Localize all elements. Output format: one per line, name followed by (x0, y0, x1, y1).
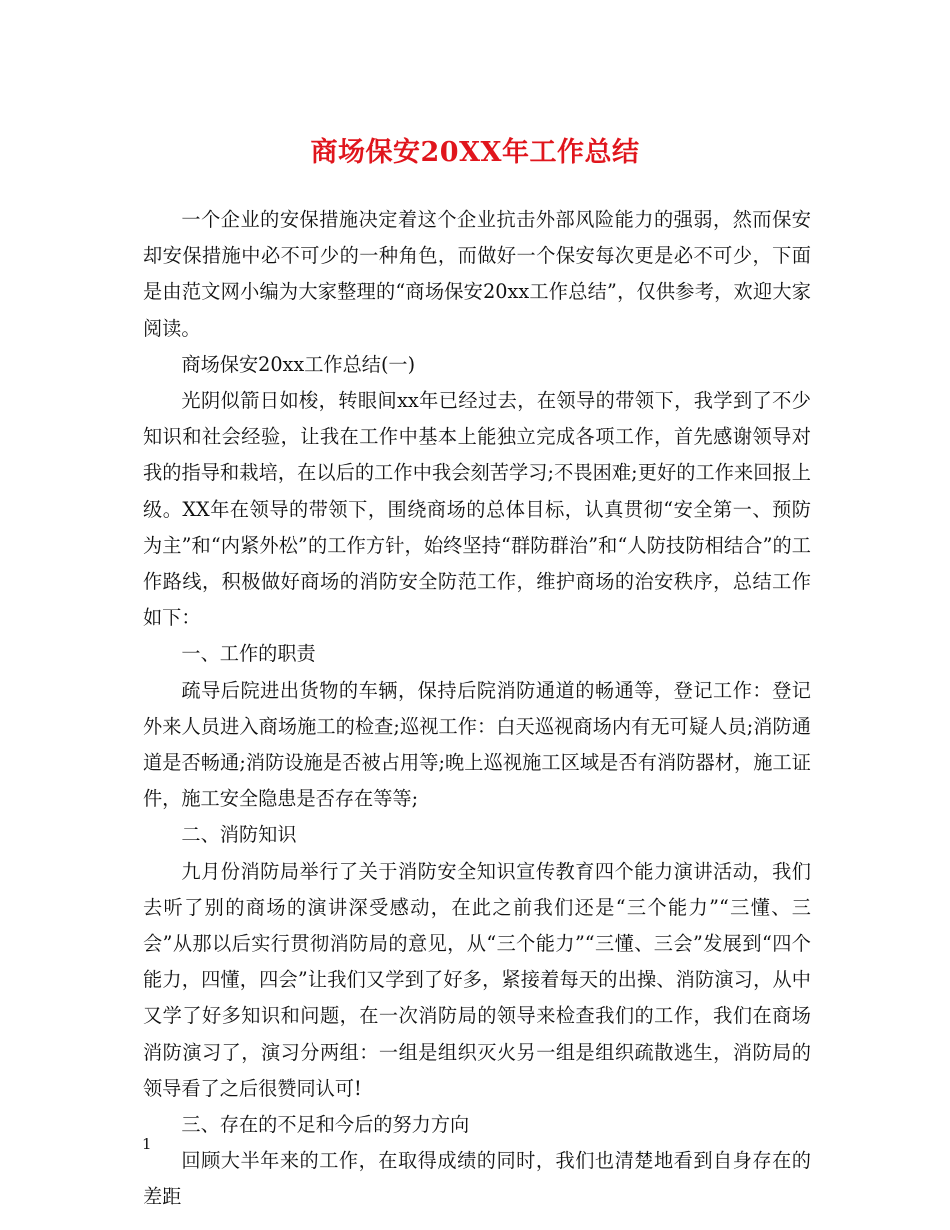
section-heading: 三、存在的不足和今后的努力方向 (181, 1113, 470, 1137)
section-heading: 商场保安20xx工作总结(一) (181, 352, 416, 376)
body-paragraph: 光阴似箭日如梭，转眼间xx年已经过去，在领导的带领下，我学到了不少知识和社会经验，让我在工作中基本上能独立完成各项工作，首先感谢领导对我的指导和栽培，在以后的工作中我会刻苦学习;不畏困难;更好的工作来回报上级。XX年在领导的带领下，围绕商场的总体目标，认真贯彻“安全第一、预防为主”和“内紧外松”的工作方针，始终坚持“群防群治”和“人防技防相结合”的工作路线，积极做好商场的消防安全防范工作，维护商场的治安秩序，总结工作如下： (143, 389, 811, 630)
body-paragraph: 一个企业的安保措施决定着这个企业抗击外部风险能力的强弱，然而保安却安保措施中必不可少的一种角色，而做好一个保安每次更是必不可少，下面是由范文网小编为大家整理的“商场保安20xx工作总结”，仅供参考，欢迎大家阅读。 (143, 208, 811, 340)
document-body (143, 202, 811, 1216)
body-paragraph: 回顾大半年来的工作，在取得成绩的同时，我们也清楚地看到自身存在的差距 (143, 1149, 811, 1209)
document-title: 商场保安20XX年工作总结 (310, 137, 640, 168)
section-heading: 一、工作的职责 (181, 642, 316, 666)
section-heading: 二、消防知识 (181, 823, 297, 847)
body-paragraph: 疏导后院进出货物的车辆，保持后院消防通道的畅通等，登记工作：登记外来人员进入商场施工的检查;巡视工作：白天巡视商场内有无可疑人员;消防通道是否畅通;消防设施是否被占用等;晚上巡视施工区域是否有消防器材，施工证件，施工安全隐患是否存在等等; (143, 678, 811, 811)
body-paragraph: 九月份消防局举行了关于消防安全知识宣传教育四个能力演讲活动，我们去听了别的商场的演讲深受感动，在此之前我们还是“三个能力”“三懂、三会”从那以后实行贯彻消防局的意见，从“三个能力”“三懂、三会”发展到“四个能力，四懂，四会”让我们又学到了好多，紧接着每天的出操、消防演习，从中又学了好多知识和问题，在一次消防局的领导来检查我们的工作，我们在商场消防演习了，演习分两组：一组是组织灭火另一组是组织疏散逃生，消防局的领导看了之后很赞同认可! (143, 859, 811, 1100)
page-number: 1 (142, 1135, 152, 1153)
